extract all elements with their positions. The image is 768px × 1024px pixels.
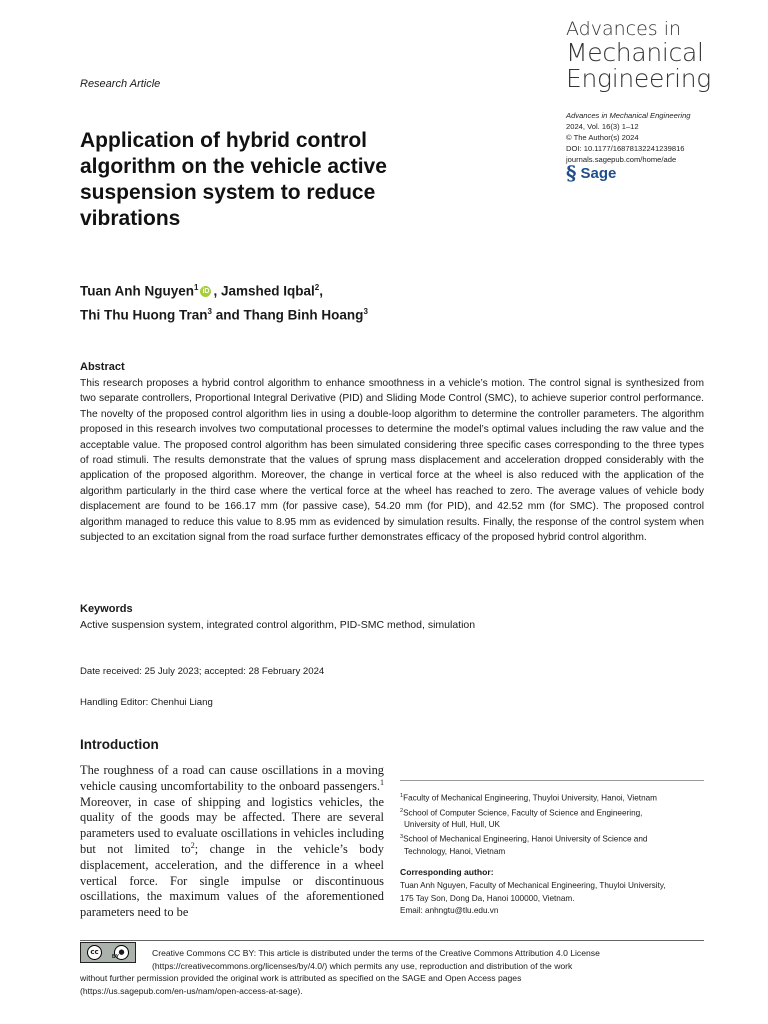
author-name: and Thang Binh Hoang [211, 307, 364, 322]
abstract-heading: Abstract [80, 361, 125, 373]
author-name: Tuan Anh Nguyen [80, 283, 194, 299]
article-type: Research Article [80, 78, 161, 90]
affiliation-text: School of Mechanical Engineering, Hanoi University of Science and [403, 835, 648, 845]
abstract-text: This research proposes a hybrid control algorithm to enhance smoothness in a vehicle’s motion. The control signal is synthesized from two separate controllers, Proportional Integral Derivative (PID) and Sliding Mode Control (SMC), to achieve superior control performance. The novelty of the proposed control algorithm lies in using a double-loop algorithm to determine the controller parameters. The algorithm proposed in this research involves two computational processes to determine the model’s optimal values including the raw value and the acceptable value. The proposed control algorithm has been simulated considering three specific cases corresponding to the three types of road stimuli. The results demonstrate that the values of sprung mass displacement and acceleration dropped considerably with the application of the proposed algorithm. Moreover, the change in vertical force at the wheel is also reduced with the application of the algorithm particularly in the third case where the vertical force at the wheel has reached to zero. The average values of vehicle body displacement are found to be 166.17 mm (for passive case), 54.20 mm (for PID), and 42.52 mm (for SMC). The proposed control algorithm managed to reduce this value to 8.95 mm as evidenced by simulation results. Finally, the response of the control system when subjected to an excitation signal from the road surface further demonstrates efficacy of the proposed hybrid control algorithm. [80, 378, 704, 544]
by-label: BY [112, 954, 119, 960]
affiliation-item [400, 790, 704, 805]
license-text-continuation [80, 972, 710, 997]
introduction-paragraph [80, 763, 384, 921]
license-line-2[interactable]: (https://creativecommons.org/licenses/by/4.0/) which permits any use, reproduction and distribution of the work [152, 960, 573, 971]
license-divider [80, 940, 704, 941]
citation-copyright: © The Author(s) 2024 [566, 133, 639, 142]
license-text-line [152, 947, 712, 972]
citation-doi[interactable]: DOI: 10.1177/16878132241239816 [566, 144, 685, 153]
sage-s-icon: § [566, 161, 577, 185]
license-line-4[interactable]: (https://us.sagepub.com/en-us/nam/open-access-at-sage). [80, 985, 303, 996]
article-title: Application of hybrid control algorithm on the vehicle active suspension system to reduce vibrations [80, 129, 387, 230]
attribution-icon: ● [114, 945, 129, 960]
journal-title-line-1: Advances in [566, 18, 682, 40]
cc-by-badge[interactable] [80, 942, 136, 963]
affiliation-text-cont: University of Hull, Hull, UK [404, 820, 500, 830]
license-line-1: Creative Commons CC BY: This article is distributed under the terms of the Creative Commons Attribution 4.0 License [152, 948, 600, 958]
affiliation-marker: 2 [314, 283, 320, 292]
reference-marker[interactable]: 1 [380, 777, 384, 787]
intro-text-part: Moreover, in case of shipping and logistics vehicles, the quality of the goods may be affected. There are several parameters used to evaluate oscillations in vehicles including but not limited to [80, 794, 384, 856]
affiliation-item [400, 805, 704, 832]
introduction-heading: Introduction [80, 737, 159, 752]
affiliation-text: School of Computer Science, Faculty of Science and Engineering, [403, 808, 643, 818]
reference-marker[interactable]: 2 [190, 840, 195, 850]
journal-title-line-2: Mechanical [566, 37, 704, 67]
keywords-heading: Keywords [80, 603, 133, 615]
affiliation-marker: 3 [207, 306, 212, 316]
author-separator: , [319, 283, 323, 299]
affiliation-text: Faculty of Mechanical Engineering, Thuyloi University, Hanoi, Vietnam [403, 793, 657, 803]
date-received: Date received: 25 July 2023; accepted: 28 February 2024 [80, 666, 325, 677]
publisher-name: Sage [580, 164, 617, 182]
corresponding-line: 175 Tay Son, Dong Da, Hanoi 100000, Vietnam. [400, 893, 575, 903]
journal-logo-title [566, 20, 766, 92]
author-name: Thi Thu Huong Tran [80, 307, 208, 322]
affiliation-text-cont: Technology, Hanoi, Vietnam [404, 847, 506, 857]
intro-text-part: ; change in the vehicle’s body displacement, acceleration, and the difference in a wheel vertical force. For single impulse or discontinuous oscillations, the maximum values of the aforementioned parameters need to be [80, 841, 384, 920]
affiliation-number: 3 [400, 834, 404, 841]
affiliation-number: 2 [400, 807, 404, 814]
license-line-3: without further permission provided the original work is attributed as specified on the SAGE and Open Access pages [80, 973, 522, 983]
affiliations [400, 790, 704, 858]
intro-text-part: The roughness of a road can cause oscillations in a moving vehicle causing uncomfortability to the onboard passengers. [80, 763, 384, 793]
journal-url[interactable]: journals.sagepub.com/home/ade [566, 155, 677, 164]
author-name: , Jamshed Iqbal [213, 283, 315, 299]
orcid-icon[interactable]: iD [202, 288, 210, 296]
corresponding-author-heading: Corresponding author: [400, 867, 494, 877]
publisher-logo [566, 163, 616, 183]
footnote-divider [400, 780, 704, 781]
corresponding-author-details [400, 880, 704, 918]
affiliation-item [400, 831, 704, 858]
corresponding-email[interactable]: Email: anhngtu@tlu.edu.vn [400, 906, 499, 915]
handling-editor: Handling Editor: Chenhui Liang [80, 697, 213, 708]
citation-volume: 2024, Vol. 16(3) 1–12 [566, 122, 639, 131]
affiliation-marker: 3 [363, 306, 368, 316]
creative-commons-icon: cc [87, 945, 102, 960]
affiliation-marker: 1 [194, 283, 199, 292]
author-list [80, 278, 640, 325]
affiliation-number: 1 [400, 793, 404, 799]
corresponding-line: Tuan Anh Nguyen, Faculty of Mechanical Engineering, Thuyloi University, [400, 881, 666, 890]
journal-title-line-3: Engineering [566, 64, 711, 94]
citation-block [566, 110, 756, 165]
citation-journal: Advances in Mechanical Engineering [566, 111, 691, 120]
keywords-text: Active suspension system, integrated control algorithm, PID-SMC method, simulation [80, 619, 476, 631]
